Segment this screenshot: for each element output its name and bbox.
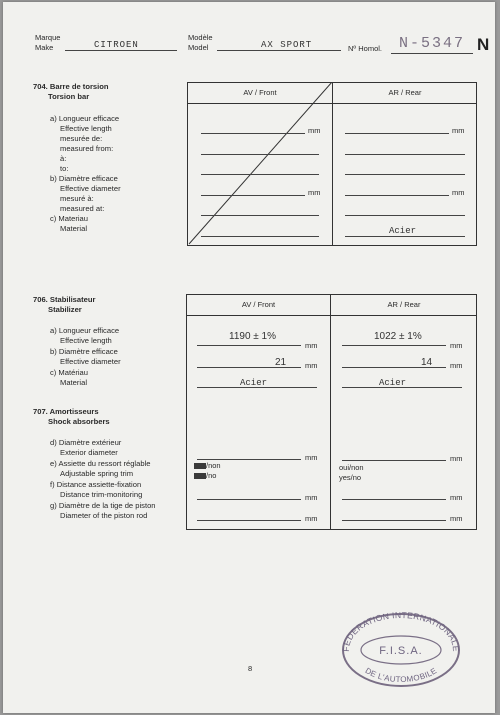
s706-front-length-unit: mm <box>305 341 318 350</box>
s707-rear-diameter-unit: mm <box>450 454 463 463</box>
s704-col-front: AV / Front <box>243 88 277 97</box>
s706-rear-diameter-unit: mm <box>450 361 463 370</box>
s706-front-diameter-unit: mm <box>305 361 318 370</box>
s707-rear-rod-unit: mm <box>450 514 463 523</box>
s706-rear-length: 1022 ± 1% <box>374 331 422 342</box>
make-value: CITROEN <box>94 40 139 50</box>
s706-rear-material: Acier <box>379 378 407 388</box>
homol-underline <box>391 53 473 54</box>
s706-label: Effective diameter <box>60 357 121 366</box>
svg-text:DE L'AUTOMOBILE: DE L'AUTOMOBILE <box>363 666 439 685</box>
s706-title-fr: 706. Stabilisateur <box>33 295 96 304</box>
s706-label: c) Matériau <box>50 368 88 377</box>
svg-text:FEDERATION INTERNATIONALE: FEDERATION INTERNATIONALE <box>340 610 462 653</box>
marque-label: Marque <box>35 33 61 42</box>
s706-col-rear: AR / Rear <box>387 300 421 309</box>
s704-rear-diameter-unit: mm <box>452 188 465 197</box>
page-number: 8 <box>248 664 253 673</box>
s704-label: c) Materiau <box>50 214 88 223</box>
s704-label: Effective length <box>60 124 112 133</box>
s707-label: Distance trim-monitoring <box>60 490 143 499</box>
s707-label: d) Diamètre extérieur <box>50 438 122 447</box>
s707-label: g) Diamètre de la tige de piston <box>50 501 156 510</box>
s704-front-diameter-unit: mm <box>308 188 321 197</box>
modele-label: Modèle <box>188 33 213 42</box>
s706-title-en: Stabilizer <box>48 305 82 314</box>
s704-label: to: <box>60 164 69 173</box>
s704-label: measured from: <box>60 144 114 153</box>
s706-label: a) Longueur efficace <box>50 326 120 335</box>
s704-label: mesurée de: <box>60 134 103 143</box>
fisa-stamp <box>339 610 463 688</box>
s707-label: e) Assiette du ressort réglable <box>50 459 151 468</box>
s706-rear-length-unit: mm <box>450 341 463 350</box>
s707-label: Adjustable spring trim <box>60 469 134 478</box>
s704-label: Effective diameter <box>60 184 121 193</box>
s704-front-strike <box>187 82 337 246</box>
svg-text:F.I.S.A.: F.I.S.A. <box>379 645 423 657</box>
model-value: AX SPORT <box>261 40 313 50</box>
s706-front-material: Acier <box>240 378 268 388</box>
s704-label: b) Diamètre efficace <box>50 174 118 183</box>
s704-label: Material <box>60 224 88 233</box>
strikeout-mark <box>194 463 206 469</box>
make-underline <box>65 50 177 51</box>
s707-label: Exterior diameter <box>60 448 118 457</box>
s707-label: Diameter of the piston rod <box>60 511 148 520</box>
strikeout-mark <box>194 473 206 479</box>
s707-rear-trim-unit: mm <box>450 493 463 502</box>
s704-title-fr: 704. Barre de torsion <box>33 82 109 91</box>
s704-rear-material: Acier <box>389 226 417 236</box>
s706-label: b) Diamètre efficace <box>50 347 118 356</box>
model-label: Model <box>188 43 209 52</box>
s707-label: f) Distance assiette-fixation <box>50 480 142 489</box>
s706-s707-table <box>186 294 477 530</box>
s706-front-length: 1190 ± 1% <box>229 331 277 342</box>
s707-front-trim-unit: mm <box>305 493 318 502</box>
s707-rear-yes-no: yes/no <box>339 473 362 482</box>
s704-label: mesuré à: <box>60 194 94 203</box>
s706-rear-diameter: 14 <box>421 357 433 368</box>
s707-front-rod-unit: mm <box>305 514 318 523</box>
s704-title-en: Torsion bar <box>48 92 90 101</box>
s706-label: Effective length <box>60 336 112 345</box>
s704-label: measured at: <box>60 204 105 213</box>
s706-front-diameter: 21 <box>275 357 287 368</box>
s707-front-oui-non: /non <box>206 461 221 470</box>
s707-front-yes-no: /no <box>206 471 217 480</box>
s704-rear-length-unit: mm <box>452 126 465 135</box>
homol-suffix: N <box>477 35 490 54</box>
s707-rear-oui-non: oui/non <box>339 463 364 472</box>
s706-col-front: AV / Front <box>241 300 276 309</box>
make-label: Make <box>35 43 54 52</box>
s707-title-fr: 707. Amortisseurs <box>33 407 99 416</box>
homol-label: Nº Homol. <box>348 44 382 53</box>
document-page <box>3 2 495 713</box>
s704-col-rear: AR / Rear <box>388 88 422 97</box>
s704-label: à: <box>60 154 67 163</box>
s707-front-diameter-unit: mm <box>305 453 318 462</box>
homol-number: N-5347 <box>399 35 466 52</box>
s704-front-length-unit: mm <box>308 126 321 135</box>
s707-title-en: Shock absorbers <box>48 417 110 426</box>
model-underline <box>217 50 341 51</box>
s706-label: Material <box>60 378 88 387</box>
s704-label: a) Longueur efficace <box>50 114 120 123</box>
